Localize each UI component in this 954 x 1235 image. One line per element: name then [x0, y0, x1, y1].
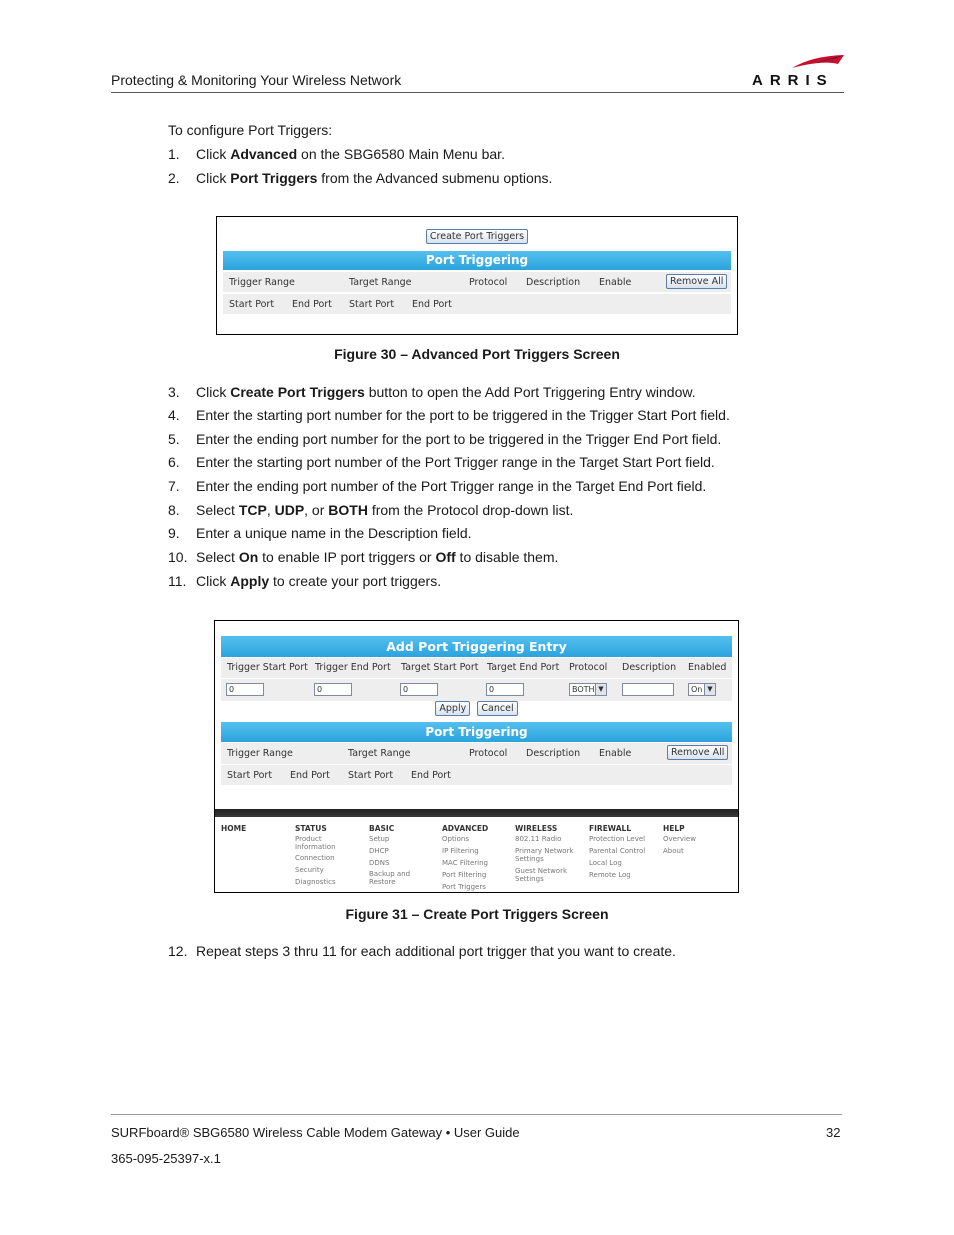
nav-wireless-guest-network[interactable]: Guest Network Settings [515, 867, 568, 884]
logo-swoosh-icon [752, 54, 846, 74]
target-start-port-header: Start Port [349, 299, 395, 310]
header-divider [111, 92, 844, 93]
add-port-triggering-title-bar: Add Port Triggering Entry [221, 636, 732, 657]
nav-advanced-port-filtering[interactable]: Port Filtering [442, 871, 487, 879]
nav-status[interactable]: STATUS [295, 824, 327, 833]
target-end-port-input[interactable]: 0 [486, 683, 524, 696]
nav-basic[interactable]: BASIC [369, 824, 395, 833]
section-title: Protecting & Monitoring Your Wireless Network [111, 72, 402, 88]
trigger-start-port-header: Start Port [227, 770, 273, 781]
field-input-row [221, 679, 732, 701]
trigger-start-port-header: Start Port [229, 299, 275, 310]
nav-help-about[interactable]: About [663, 847, 684, 855]
nav-status-diagnostics[interactable]: Diagnostics [295, 878, 336, 886]
figure-31-caption: Figure 31 – Create Port Triggers Screen [345, 906, 609, 922]
nav-wireless-radio[interactable]: 802.11 Radio [515, 835, 562, 843]
nav-basic-ddns[interactable]: DDNS [369, 859, 390, 867]
apply-button[interactable]: Apply [435, 701, 470, 716]
create-port-triggers-button[interactable]: Create Port Triggers [426, 229, 528, 244]
nav-basic-backup-restore[interactable]: Backup and Restore [369, 870, 411, 887]
nav-status-product-information[interactable]: Product Information [295, 835, 336, 852]
nav-help-overview[interactable]: Overview [663, 835, 696, 843]
trigger-end-port-input[interactable]: 0 [314, 683, 352, 696]
remove-all-button[interactable]: Remove All [667, 745, 728, 760]
nav-advanced-mac-filtering[interactable]: MAC Filtering [442, 859, 488, 867]
nav-basic-dhcp[interactable]: DHCP [369, 847, 389, 855]
remove-all-button[interactable]: Remove All [666, 274, 727, 289]
port-triggering-title-bar: Port Triggering [223, 251, 731, 270]
target-start-port-input[interactable]: 0 [400, 683, 438, 696]
description-header: Description [526, 748, 581, 759]
target-end-port-header: End Port [411, 770, 451, 781]
description-label: Description [622, 662, 677, 673]
protocol-select[interactable]: BOTH ▼ [569, 683, 607, 696]
nav-advanced-ip-filtering[interactable]: IP Filtering [442, 847, 479, 855]
chevron-down-icon: ▼ [704, 684, 715, 695]
trigger-end-port-header: End Port [292, 299, 332, 310]
trigger-range-header: Trigger Range [229, 277, 295, 288]
target-end-port-header: End Port [412, 299, 452, 310]
field-label-row [221, 658, 732, 678]
header-row [221, 743, 732, 764]
nav-home[interactable]: HOME [221, 824, 247, 833]
nav-wireless[interactable]: WIRELESS [515, 824, 558, 833]
trigger-start-port-input[interactable]: 0 [226, 683, 264, 696]
target-start-port-label: Target Start Port [401, 662, 479, 673]
target-start-port-header: Start Port [348, 770, 394, 781]
subheader-row [221, 765, 732, 785]
nav-help[interactable]: HELP [663, 824, 685, 833]
enable-header: Enable [599, 748, 632, 759]
trigger-start-port-label: Trigger Start Port [227, 662, 308, 673]
footer-nav-bar [215, 809, 738, 817]
header-row [223, 272, 731, 292]
target-range-header: Target Range [349, 277, 412, 288]
protocol-header: Protocol [469, 748, 508, 759]
arris-logo [752, 54, 846, 90]
footer-divider [111, 1114, 842, 1115]
intro-text: To configure Port Triggers: [168, 122, 333, 138]
enabled-label: Enabled [688, 662, 727, 673]
nav-wireless-primary-network[interactable]: Primary Network Settings [515, 847, 574, 864]
enable-header: Enable [599, 277, 632, 288]
nav-firewall-local-log[interactable]: Local Log [589, 859, 622, 867]
nav-firewall-remote-log[interactable]: Remote Log [589, 871, 631, 879]
trigger-end-port-header: End Port [290, 770, 330, 781]
figure-30-caption: Figure 30 – Advanced Port Triggers Screen [334, 346, 620, 362]
nav-advanced-port-triggers[interactable]: Port Triggers [442, 883, 486, 891]
page-number: 32 [826, 1125, 841, 1140]
protocol-header: Protocol [469, 277, 508, 288]
figure-31-screenshot [214, 620, 739, 893]
figure-30-screenshot [216, 216, 738, 335]
cancel-button[interactable]: Cancel [477, 701, 517, 716]
footer-product-title: SURFboard® SBG6580 Wireless Cable Modem Gateway • User Guide [111, 1125, 520, 1140]
protocol-label: Protocol [569, 662, 608, 673]
nav-basic-setup[interactable]: Setup [369, 835, 390, 843]
nav-firewall[interactable]: FIREWALL [589, 824, 632, 833]
description-input[interactable] [622, 683, 674, 696]
port-triggering-title-bar: Port Triggering [221, 722, 732, 742]
enabled-select[interactable]: On ▼ [688, 683, 716, 696]
nav-status-connection[interactable]: Connection [295, 854, 335, 862]
target-end-port-label: Target End Port [487, 662, 560, 673]
nav-firewall-parental-control[interactable]: Parental Control [589, 847, 646, 855]
target-range-header: Target Range [348, 748, 411, 759]
nav-advanced-options[interactable]: Options [442, 835, 470, 843]
nav-firewall-protection-level[interactable]: Protection Level [589, 835, 646, 843]
trigger-range-header: Trigger Range [227, 748, 293, 759]
nav-advanced[interactable]: ADVANCED [442, 824, 489, 833]
subheader-row [223, 294, 731, 314]
logo-wordmark: ARRIS [752, 72, 834, 89]
chevron-down-icon: ▼ [595, 684, 606, 695]
trigger-end-port-label: Trigger End Port [315, 662, 391, 673]
description-header: Description [526, 277, 581, 288]
document-code: 365-095-25397-x.1 [111, 1151, 221, 1166]
nav-status-security[interactable]: Security [295, 866, 324, 874]
